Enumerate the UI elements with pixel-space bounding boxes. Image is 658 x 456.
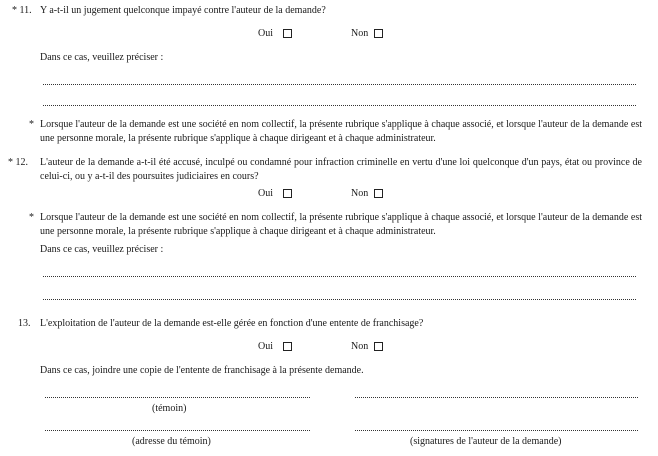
q11-no-label: Non — [351, 28, 369, 39]
q13-no-checkbox[interactable] — [374, 342, 383, 351]
q11-yes-checkbox[interactable] — [283, 29, 292, 38]
q12-details-label: Dans ce cas, veuillez préciser : — [40, 244, 164, 255]
applicant-signatures-caption: (signatures de l'auteur de la demande) — [410, 436, 562, 447]
q13-yes-checkbox[interactable] — [283, 342, 292, 351]
q12-yes-label: Oui — [258, 188, 273, 199]
q12-no-checkbox[interactable] — [374, 189, 383, 198]
witness-address-caption: (adresse du témoin) — [132, 436, 211, 447]
q11-question: Y a-t-il un jugement quelconque impayé contre l'auteur de la demande? — [40, 5, 326, 16]
q12-no-label: Non — [351, 188, 369, 199]
q12-note: Lorsque l'auteur de la demande est une société en nom collectif, la présente rubrique s'applique à chaque associé, et lorsque l'auteur de la demande est une personne morale, la présente rubrique s'applique à chaque dirigeant et à chaque administrateur. — [40, 212, 642, 237]
q12-answer-line-1[interactable] — [43, 276, 636, 277]
q11-answer-line-2[interactable] — [43, 105, 636, 106]
q11-no-checkbox[interactable] — [374, 29, 383, 38]
q12-answer-line-2[interactable] — [43, 299, 636, 300]
q12-number: * 12. — [8, 157, 28, 168]
q11-details-label: Dans ce cas, veuillez préciser : — [40, 52, 164, 63]
q12-yes-checkbox[interactable] — [283, 189, 292, 198]
q12-note-star: * — [29, 212, 34, 223]
q13-question: L'exploitation de l'auteur de la demande est-elle gérée en fonction d'une entente de franchisage? — [40, 318, 424, 329]
witness-caption: (témoin) — [152, 403, 187, 414]
q11-yes-label: Oui — [258, 28, 273, 39]
q13-number: 13. — [18, 318, 31, 329]
applicant-signature-line-2[interactable] — [355, 430, 638, 431]
q11-answer-line-1[interactable] — [43, 84, 636, 85]
q13-details-label: Dans ce cas, joindre une copie de l'entente de franchisage à la présente demande. — [40, 365, 364, 376]
q12-question: L'auteur de la demande a-t-il été accusé, inculpé ou condamné pour infraction criminelle en vertu d'une loi quelconque d'un pays, état ou province de celui-ci, ou y a-t-il des poursuites judiciaires en cours? — [40, 157, 642, 182]
witness-address-line[interactable] — [45, 430, 310, 431]
q11-number: * 11. — [12, 5, 32, 16]
applicant-signature-line-1[interactable] — [355, 397, 638, 398]
q13-yes-label: Oui — [258, 341, 273, 352]
witness-signature-line[interactable] — [45, 397, 310, 398]
q11-note-star: * — [29, 119, 34, 130]
q13-no-label: Non — [351, 341, 369, 352]
q11-note: Lorsque l'auteur de la demande est une société en nom collectif, la présente rubrique s'applique à chaque associé, et lorsque l'auteur de la demande est une personne morale, la présente rubrique s'applique à chaque dirigeant et à chaque administrateur. — [40, 119, 642, 144]
